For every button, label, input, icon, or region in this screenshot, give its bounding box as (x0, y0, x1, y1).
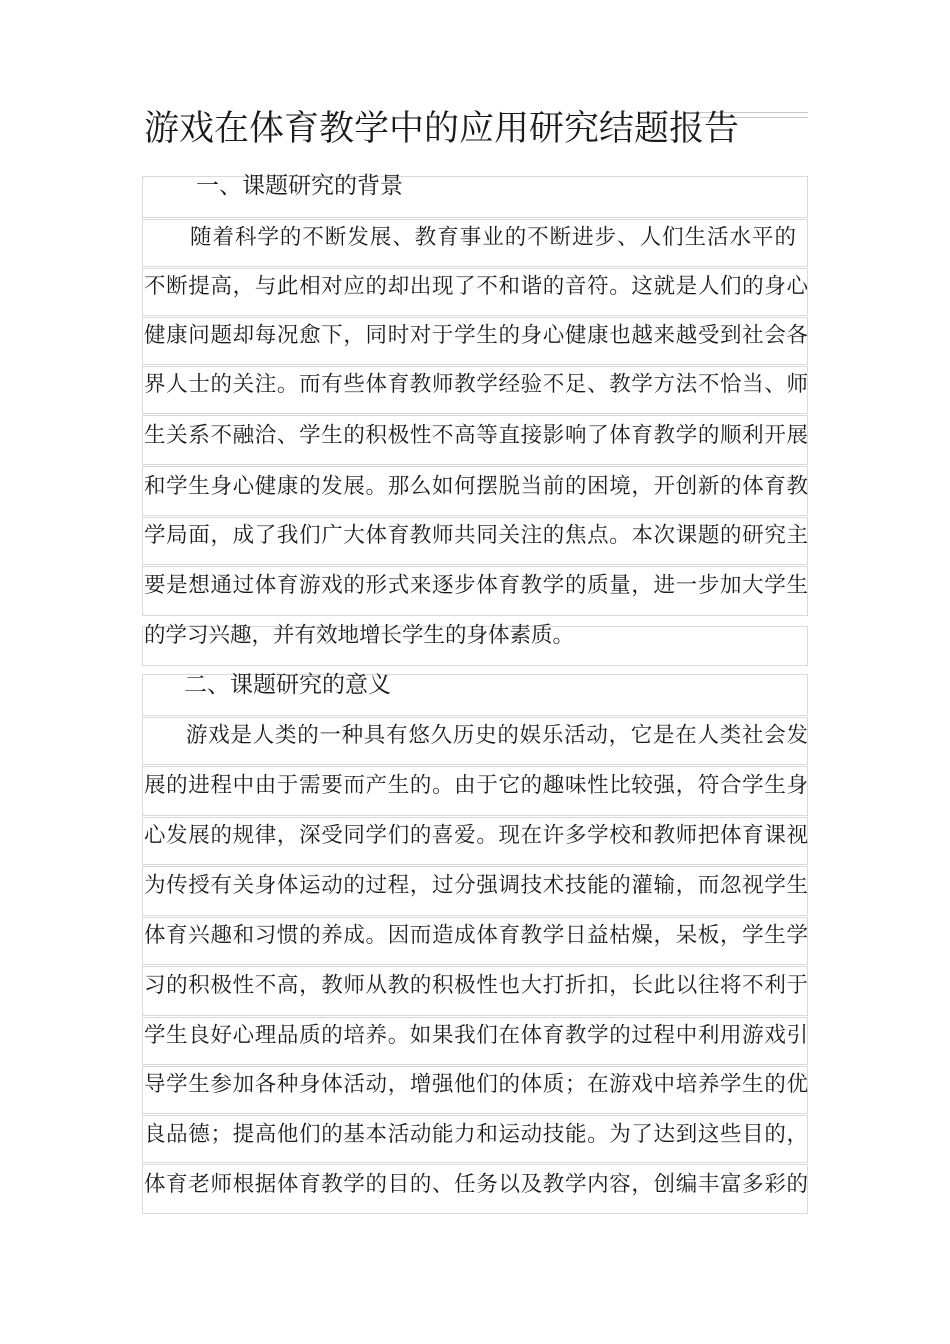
paragraph-line: 心发展的规律，深受同学们的喜爱。现在许多学校和教师把体育课视 (144, 823, 808, 848)
paragraph-line: 为传授有关身体运动的过程，过分强调技术技能的灌输，而忽视学生 (144, 873, 808, 898)
paragraph-line: 体育兴趣和习惯的养成。因而造成体育教学日益枯燥，呆板，学生学 (144, 923, 808, 948)
paragraph-line: 和学生身心健康的发展。那么如何摆脱当前的困境，开创新的体育教 (144, 474, 808, 499)
section-heading: 二、课题研究的意义 (184, 672, 391, 698)
paragraph-line: 导学生参加各种身体活动，增强他们的体质；在游戏中培养学生的优 (144, 1072, 808, 1097)
paragraph-line: 学局面，成了我们广大体育教师共同关注的焦点。本次课题的研究主 (144, 523, 808, 548)
paragraph-line: 游戏是人类的一种具有悠久历史的娱乐活动，它是在人类社会发 (186, 723, 808, 748)
paragraph-line: 展的进程中由于需要而产生的。由于它的趣味性比较强，符合学生身 (144, 773, 808, 798)
paragraph-line: 良品德；提高他们的基本活动能力和运动技能。为了达到这些目的， (144, 1122, 808, 1147)
paragraph-line: 不断提高，与此相对应的却出现了不和谐的音符。这就是人们的身心 (144, 274, 808, 299)
paragraph-line: 要是想通过体育游戏的形式来逐步体育教学的质量，进一步加大学生 (144, 573, 808, 598)
paragraph-line: 的学习兴趣，并有效地增长学生的身体素质。 (144, 623, 575, 648)
paragraph-line: 界人士的关注。而有些体育教师教学经验不足、教学方法不恰当、师 (144, 372, 808, 397)
paragraph-line: 随着科学的不断发展、教育事业的不断进步、人们生活水平的 (190, 225, 796, 250)
paragraph-line: 生关系不融洽、学生的积极性不高等直接影响了体育教学的顺利开展 (144, 423, 808, 448)
paragraph-line: 体育老师根据体育教学的目的、任务以及教学内容，创编丰富多彩的 (144, 1172, 808, 1197)
paragraph-line: 习的积极性不高，教师从教的积极性也大打折扣，长此以往将不利于 (144, 973, 808, 998)
paragraph-line: 学生良好心理品质的培养。如果我们在体育教学的过程中利用游戏引 (144, 1023, 808, 1048)
section-heading: 一、课题研究的背景 (196, 173, 403, 199)
paragraph-line: 健康问题却每况愈下，同时对于学生的身心健康也越来越受到社会各 (144, 323, 808, 348)
document-title: 游戏在体育教学中的应用研究结题报告 (144, 109, 740, 149)
